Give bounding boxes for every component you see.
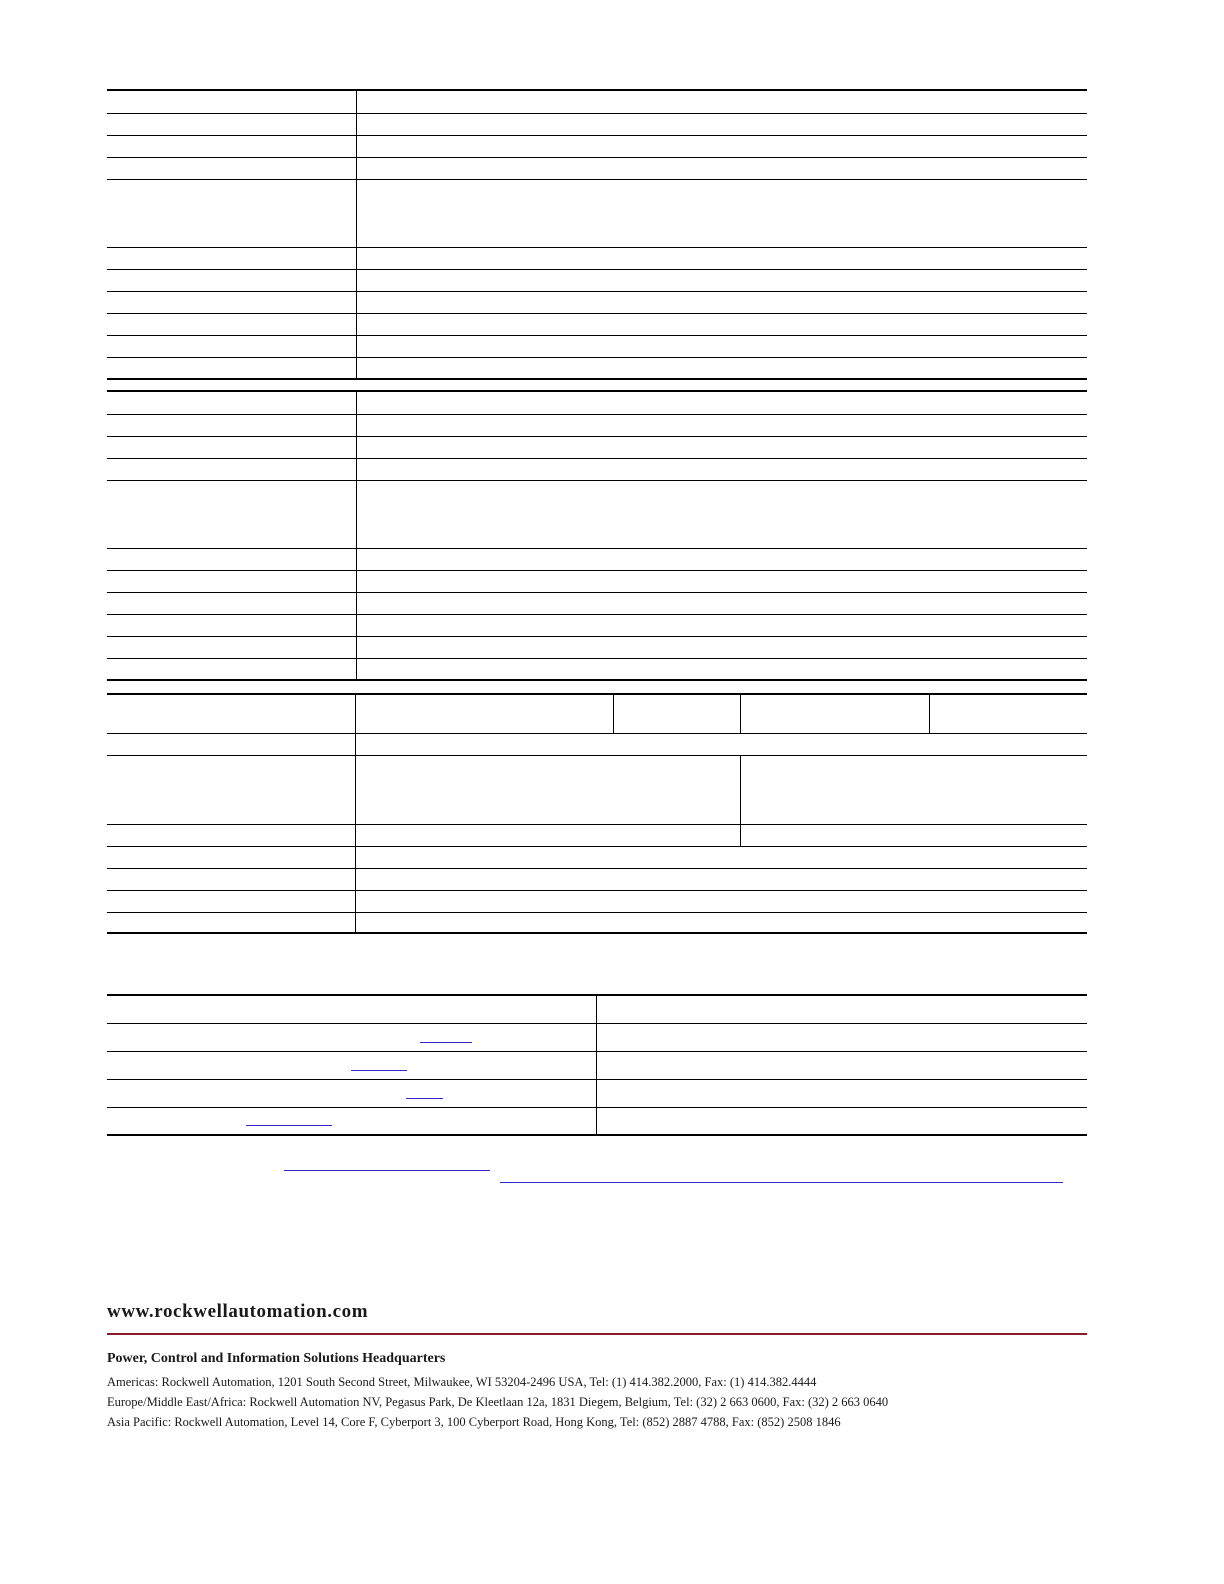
table-top-rule <box>107 994 1087 996</box>
table-bottom-rule <box>107 679 1087 681</box>
table-row-rule <box>107 846 1087 847</box>
table-bottom-rule <box>107 1134 1087 1136</box>
table-row-rule <box>107 1051 1087 1052</box>
table-row-rule <box>107 247 1087 248</box>
publication-link[interactable] <box>246 1125 332 1126</box>
table-row-rule <box>107 912 1087 913</box>
table-row-rule <box>107 436 1087 437</box>
brand-divider <box>107 1333 1087 1335</box>
table-row-rule <box>107 1023 1087 1024</box>
table-row-rule <box>107 548 1087 549</box>
table-column-divider <box>740 694 741 734</box>
address-asia-pacific: Asia Pacific: Rockwell Automation, Level 14, Core F, Cyberport 3, 100 Cyberport Road, Hong Kong, Tel: (852) 2887 4788, Fax: (852) 2508 1846 <box>107 1415 841 1429</box>
table-row-rule <box>107 636 1087 637</box>
table-top-rule <box>107 693 1087 695</box>
table-row-rule <box>107 824 1087 825</box>
table-row-rule <box>107 335 1087 336</box>
table-column-divider <box>356 90 357 379</box>
table-row-rule <box>107 357 1087 358</box>
headquarters-title: Power, Control and Information Solutions Headquarters <box>107 1351 446 1366</box>
distributor-link[interactable] <box>500 1182 1063 1183</box>
table-row-rule <box>107 592 1087 593</box>
address-americas: Americas: Rockwell Automation, 1201 South Second Street, Milwaukee, WI 53204-2496 USA, Tel: (1) 414.382.2000, Fax: (1) 414.382.4444 <box>107 1375 817 1389</box>
table-column-divider <box>356 391 357 680</box>
table-row-rule <box>107 480 1087 481</box>
table-row-rule <box>107 179 1087 180</box>
table-row-rule <box>107 1107 1087 1108</box>
table-top-rule <box>107 89 1087 91</box>
table-row-rule <box>107 755 1087 756</box>
website-url[interactable]: www.rockwellautomation.com <box>107 1301 369 1322</box>
address-emea: Europe/Middle East/Africa: Rockwell Automation NV, Pegasus Park, De Kleetlaan 12a, 1831 Diegem, Belgium, Tel: (32) 2 663 0600, Fax: (32) 2 663 0640 <box>107 1395 889 1409</box>
table-column-divider <box>613 694 614 734</box>
table-bottom-rule <box>107 932 1087 934</box>
table-row-rule <box>107 313 1087 314</box>
table-row-rule <box>107 733 1087 734</box>
table-row-rule <box>107 868 1087 869</box>
publication-link[interactable] <box>420 1042 472 1043</box>
table-top-rule <box>107 390 1087 392</box>
table-column-divider <box>740 756 741 846</box>
table-row-rule <box>107 890 1087 891</box>
literature-library-link[interactable] <box>284 1170 490 1171</box>
table-column-divider <box>929 694 930 734</box>
publication-link[interactable] <box>406 1098 443 1099</box>
table-row-rule <box>107 570 1087 571</box>
table-row-rule <box>107 113 1087 114</box>
table-row-rule <box>107 135 1087 136</box>
table-column-divider <box>355 694 356 933</box>
publication-link[interactable] <box>351 1070 407 1071</box>
table-column-divider <box>596 995 597 1135</box>
table-row-rule <box>107 1079 1087 1080</box>
table-row-rule <box>107 414 1087 415</box>
table-row-rule <box>107 658 1087 659</box>
table-row-rule <box>107 157 1087 158</box>
table-row-rule <box>107 458 1087 459</box>
table-row-rule <box>107 269 1087 270</box>
table-row-rule <box>107 614 1087 615</box>
table-row-rule <box>107 291 1087 292</box>
table-bottom-rule <box>107 378 1087 380</box>
